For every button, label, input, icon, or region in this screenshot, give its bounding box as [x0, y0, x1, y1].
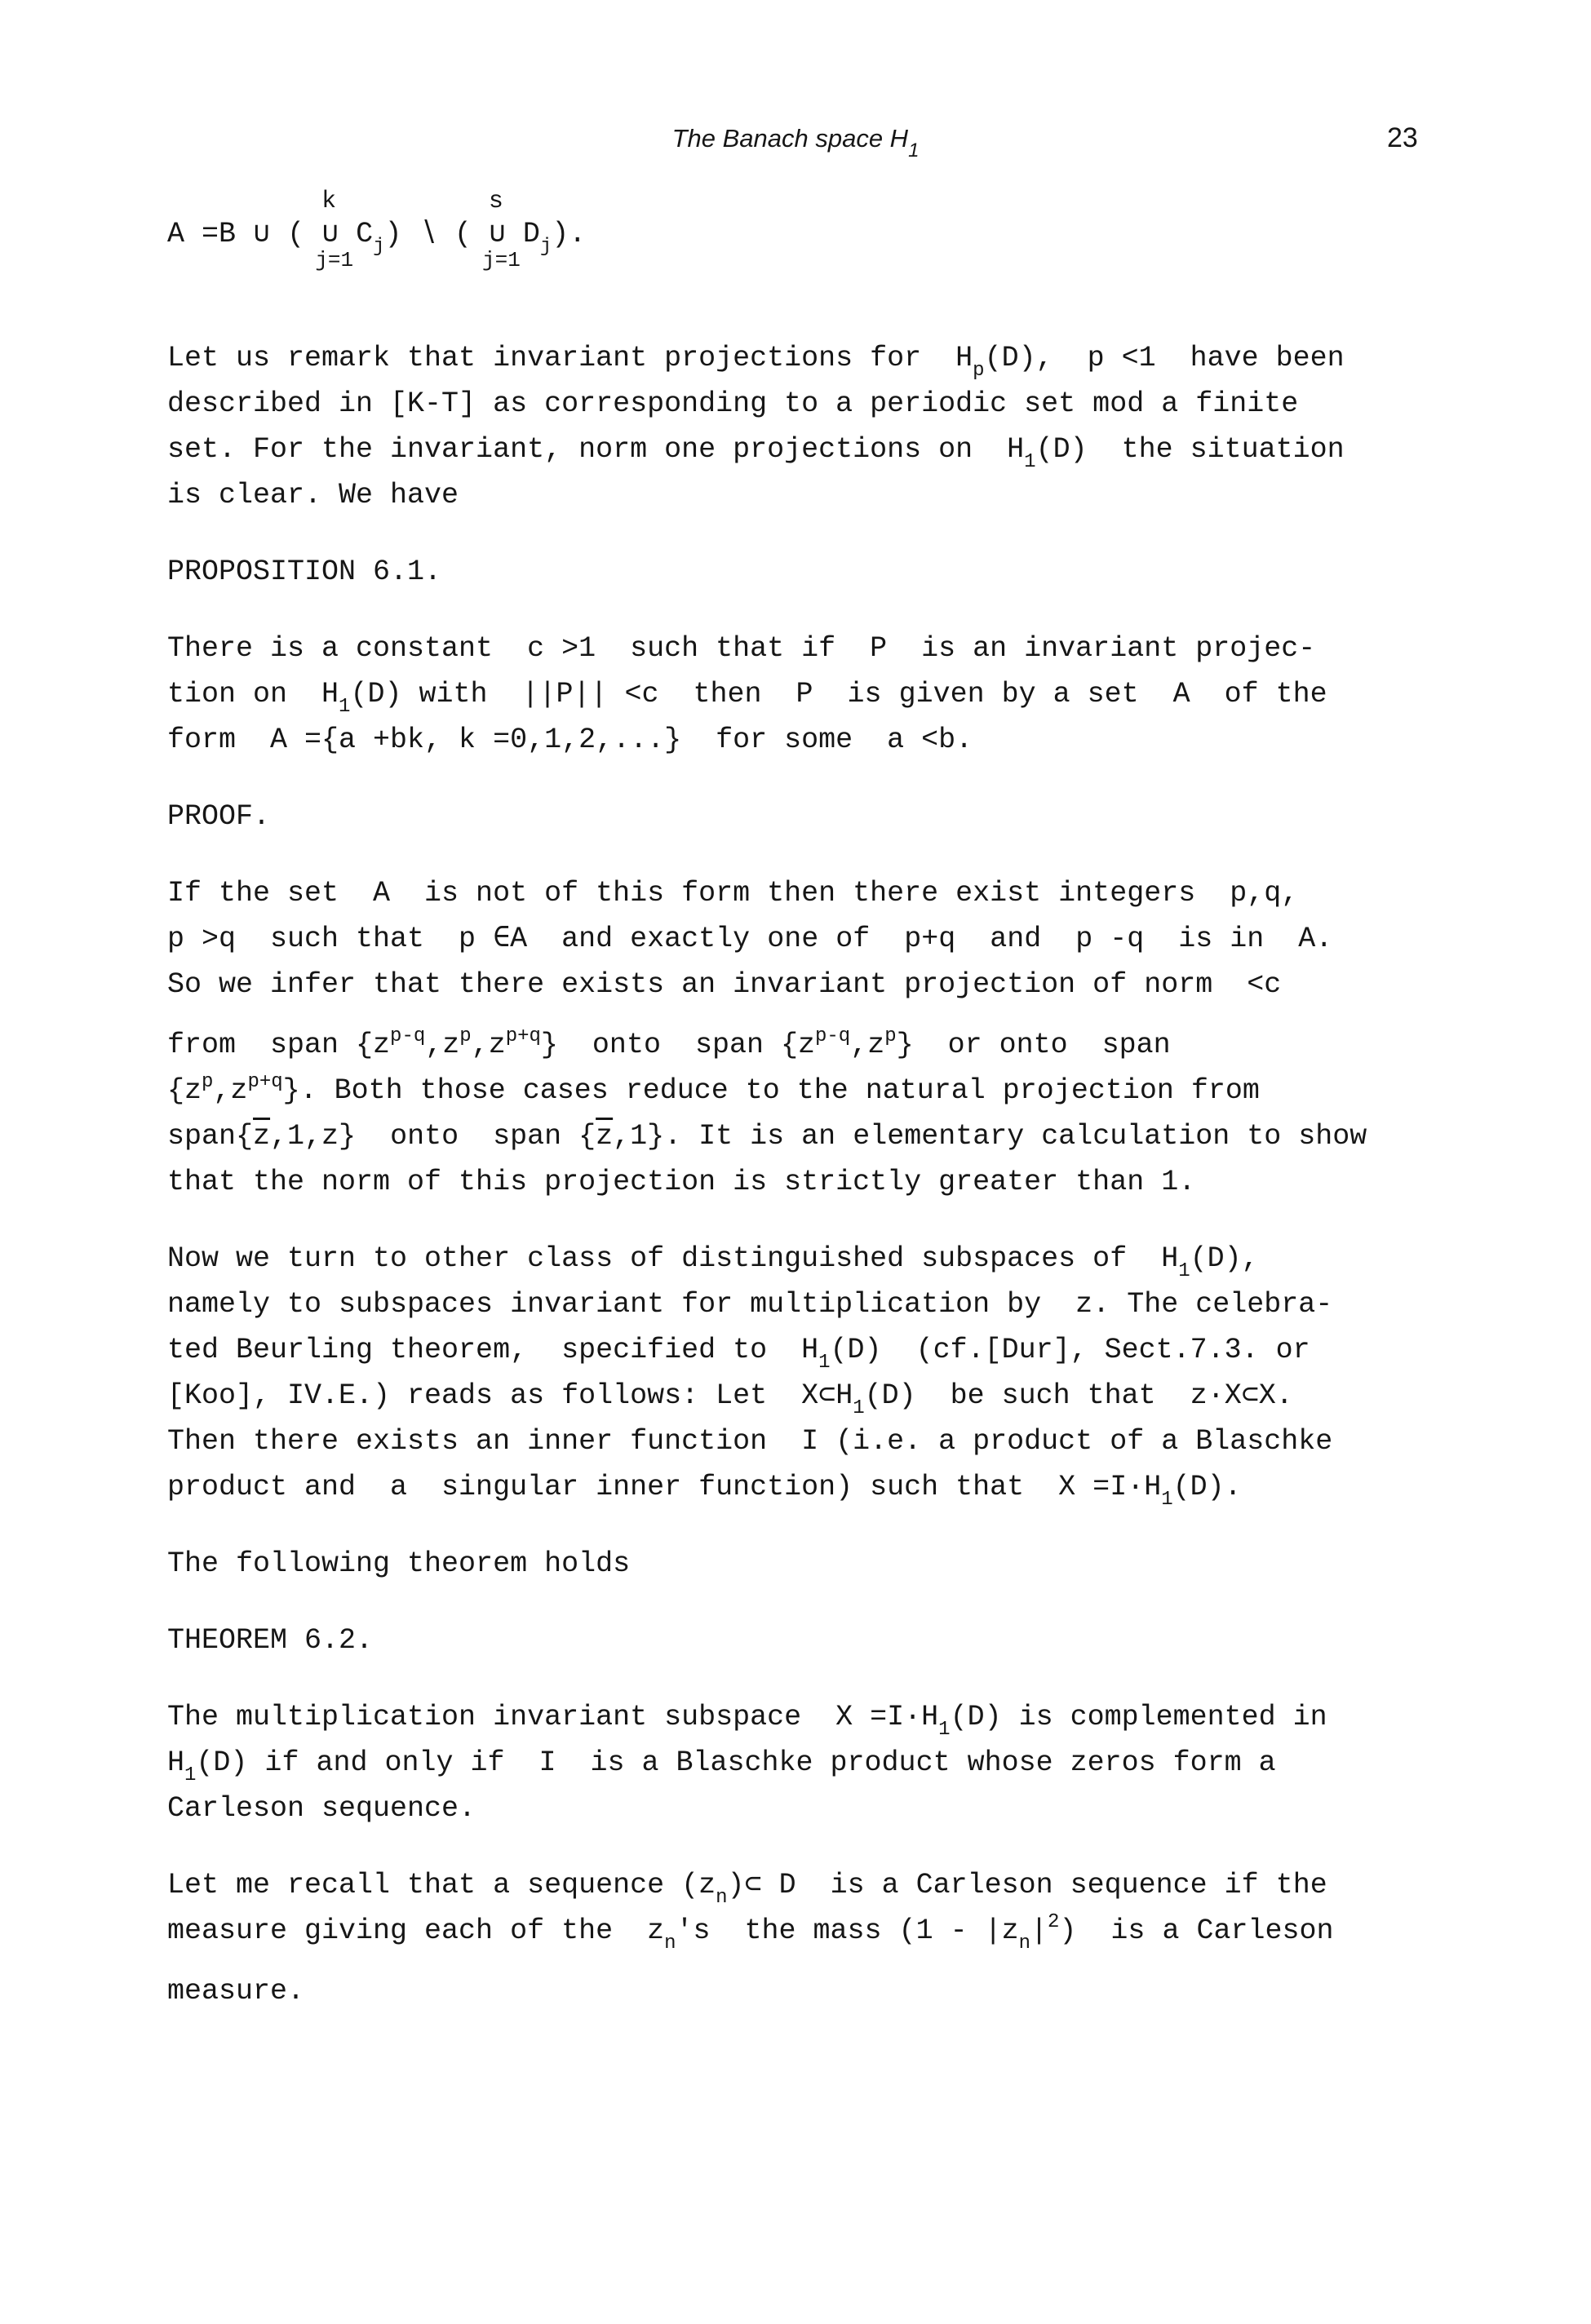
subscript: p [973, 360, 985, 382]
beurling-line-5: Then there exists an inner function I (i.e. a product of a Blaschke [167, 1425, 1333, 1458]
proof-line-6 [167, 1122, 1367, 1151]
superscript: p [884, 1025, 897, 1047]
text-run: set. For the invariant, norm one projections on H [167, 433, 1025, 466]
subscript: 1 [184, 1764, 197, 1786]
following-line: The following theorem holds [167, 1547, 631, 1580]
theorem-heading: THEOREM 6.2. [167, 1624, 374, 1657]
text-run: ,z [850, 1029, 885, 1061]
proposition-line-2 [167, 678, 1327, 718]
subscript: n [716, 1887, 728, 1909]
beurling-line-6 [167, 1471, 1242, 1511]
text-run: | [1030, 1915, 1048, 1947]
beurling-line-1 [167, 1242, 1259, 1282]
union-1-symbol: ∪ [321, 218, 339, 250]
theorem-line-3: Carleson sequence. [167, 1792, 476, 1825]
superscript: p+q [247, 1071, 283, 1093]
text-run: ,z [471, 1029, 506, 1061]
subscript: 1 [938, 1719, 951, 1741]
subscript: 1 [339, 696, 351, 718]
text-run: (D). [1172, 1471, 1242, 1503]
union-1-upper-limit: k [321, 188, 337, 215]
theorem-line-2 [167, 1746, 1276, 1786]
text-run: }. Both those cases reduce to the natural projection from [282, 1074, 1260, 1107]
running-title-subscript: 1 [908, 139, 920, 162]
text-run: ) is a Carleson [1059, 1915, 1334, 1947]
running-title-text: The Banach space H [671, 124, 909, 153]
superscript: p+q [505, 1025, 541, 1047]
text-run: measure giving each of the z [167, 1915, 665, 1947]
proof-heading: PROOF. [167, 800, 271, 833]
remark-line-4: is clear. We have [167, 479, 459, 511]
text-run: span{ [167, 1120, 254, 1153]
text-run: tion on H [167, 678, 339, 710]
proof-line-4 [167, 1025, 1171, 1061]
subscript: 1 [1178, 1260, 1190, 1282]
text-run: The multiplication invariant subspace X =I·H [167, 1701, 939, 1733]
text-run: } or onto span [896, 1029, 1171, 1061]
text-run: )⊂ D is a Carleson sequence if the [727, 1869, 1327, 1901]
superscript: p-q [390, 1025, 426, 1047]
text-run: (D) the situation [1035, 433, 1345, 466]
text-run: ,1,z} onto span { [270, 1120, 596, 1153]
set-c-index: j [373, 236, 385, 258]
proof-line-7: that the norm of this projection is strictly greater than 1. [167, 1166, 1196, 1198]
remark-line-3 [167, 433, 1345, 473]
beurling-line-3 [167, 1334, 1310, 1374]
subscript: 1 [1024, 451, 1036, 473]
proof-line-5 [167, 1071, 1260, 1107]
text-run: Now we turn to other class of distinguished subspaces of H [167, 1242, 1179, 1275]
subscript: n [1018, 1932, 1030, 1954]
theorem-line-1 [167, 1701, 1327, 1741]
text-run: (D), [1190, 1242, 1259, 1275]
text-run: Let me recall that a sequence (z [167, 1869, 716, 1901]
text-run: (D) is complemented in [950, 1701, 1327, 1733]
formula-lhs: A =B ∪ ( [167, 218, 322, 250]
union-2-lower-limit: j=1 [482, 248, 521, 272]
page-number: 23 [1387, 122, 1418, 153]
text-run: from span {z [167, 1029, 391, 1061]
union-operator-1 [315, 188, 354, 272]
proposition-heading: PROPOSITION 6.1. [167, 556, 442, 588]
text-run: ted Beurling theorem, specified to H [167, 1334, 819, 1366]
subscript: 1 [818, 1352, 831, 1374]
set-d: D [505, 218, 540, 250]
text-run: ,z [213, 1074, 248, 1107]
subscript: 1 [853, 1397, 865, 1419]
union-operator-2 [482, 188, 521, 272]
text-run: (D) if and only if I is a Blaschke product whose zeros form a [196, 1746, 1276, 1779]
remark-line-1 [167, 342, 1345, 382]
carleson-line-2 [167, 1911, 1334, 1954]
text-run: product and a singular inner function) such that X =I·H [167, 1471, 1162, 1503]
set-c: C [339, 218, 374, 250]
carleson-line-3: measure. [167, 1975, 305, 2007]
subscript: 1 [1161, 1489, 1173, 1511]
text-run: Let us remark that invariant projections for H [167, 342, 973, 374]
set-d-index: j [539, 236, 552, 258]
proof-line-3: So we infer that there exists an invariant projection of norm <c [167, 968, 1282, 1001]
text-run: (D) with ||P|| <c then P is given by a set A of the [350, 678, 1327, 710]
superscript: p [202, 1071, 214, 1093]
text-run: (D) be such that z·X⊂X. [864, 1379, 1293, 1412]
text-run: (D), p <1 have been [984, 342, 1345, 374]
beurling-line-2: namely to subspaces invariant for multiplication by z. The celebra- [167, 1288, 1333, 1321]
text-run: ,z [425, 1029, 460, 1061]
text-run: H [167, 1746, 185, 1779]
text-run: {z [167, 1074, 202, 1107]
carleson-line-1 [167, 1869, 1327, 1909]
text-run: (D) (cf.[Dur], Sect.7.3. or [830, 1334, 1310, 1366]
remark-line-2: described in [K-T] as corresponding to a periodic set mod a finite [167, 387, 1299, 420]
superscript: p [459, 1025, 472, 1047]
formula-mid: ) ∖ ( [384, 218, 489, 250]
proposition-line-1: There is a constant c >1 such that if P is an invariant projec- [167, 632, 1316, 665]
text-run: [Koo], IV.E.) reads as follows: Let X⊂H [167, 1379, 853, 1412]
superscript: p-q [814, 1025, 851, 1047]
formula-a [167, 188, 587, 272]
union-1-lower-limit: j=1 [315, 248, 354, 272]
proof-line-1: If the set A is not of this form then there exist integers p,q, [167, 877, 1299, 910]
beurling-line-4 [167, 1379, 1293, 1419]
proof-line-2: p >q such that p ∈A and exactly one of p+q and p -q is in A. [167, 923, 1333, 955]
proposition-line-3: form A ={a +bk, k =0,1,2,...} for some a <b. [167, 724, 973, 756]
union-2-symbol: ∪ [488, 218, 506, 250]
superscript: 2 [1048, 1911, 1060, 1933]
union-2-upper-limit: s [488, 188, 503, 215]
formula-end: ). [552, 218, 587, 250]
text-run: 's the mass (1 - |z [676, 1915, 1019, 1947]
text-run: } onto span {z [540, 1029, 815, 1061]
conjugate-z: $\overline{z}$ [596, 1120, 614, 1153]
running-title [604, 124, 987, 162]
conjugate-z: $\overline{z}$ [253, 1120, 271, 1153]
text-run: ,1}. It is an elementary calculation to show [613, 1120, 1367, 1153]
subscript: n [664, 1932, 676, 1954]
